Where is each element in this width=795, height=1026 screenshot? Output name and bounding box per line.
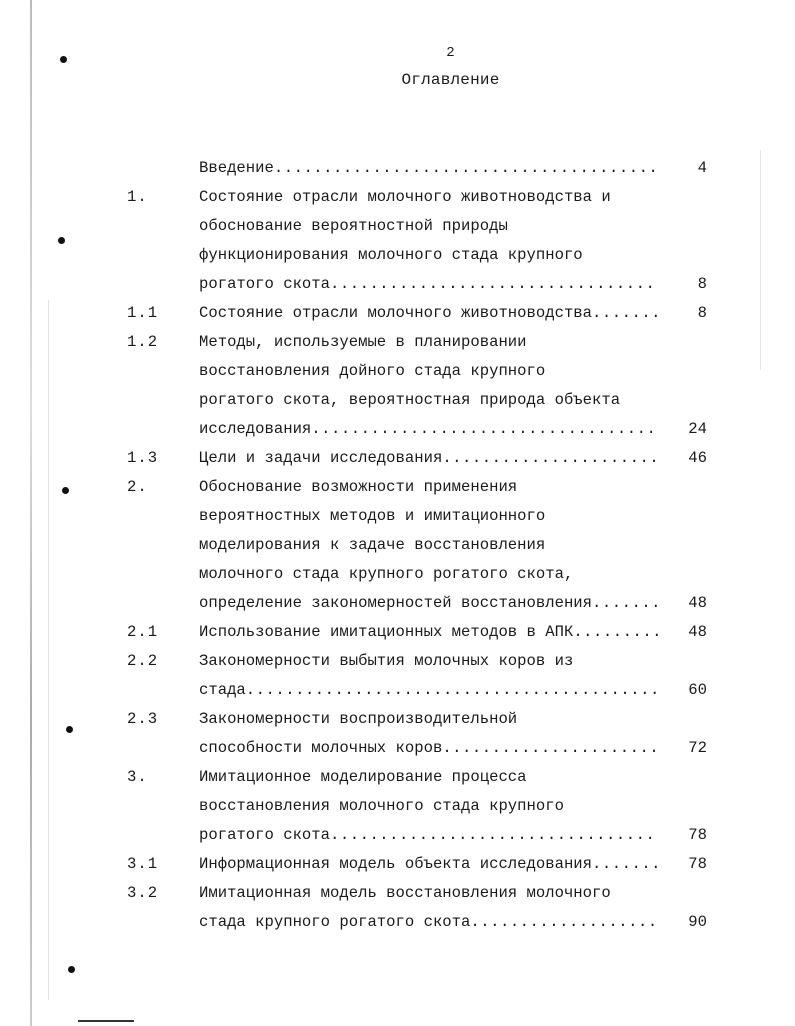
toc-line [0, 908, 795, 937]
toc-line [0, 183, 795, 212]
toc-page-number: 90 [688, 913, 707, 931]
toc-line [0, 705, 795, 734]
toc-dot-leader [311, 415, 659, 444]
toc-entry-number: 2. [127, 478, 148, 496]
toc-entry [0, 473, 795, 618]
toc-entry-number: 3.1 [127, 855, 159, 873]
toc-dot-leader [442, 734, 659, 763]
toc-page-number: 48 [688, 623, 707, 641]
toc-entry-title: стада [199, 681, 246, 699]
toc-line [0, 792, 795, 821]
toc-entry-number: 2.2 [127, 652, 159, 670]
toc-line [0, 763, 795, 792]
toc-line [0, 618, 795, 647]
toc-page-number: 4 [697, 159, 707, 177]
toc-entry-title: Имитационная модель восстановления молочного [199, 884, 611, 902]
toc-entry-title: молочного стада крупного рогатого скота, [199, 565, 574, 583]
binder-hole-mark [68, 966, 75, 973]
toc-entry-title: Обоснование возможности применения [199, 478, 518, 496]
toc-page-number: 78 [688, 826, 707, 844]
toc-entry-title: Использование имитационных методов в АПК [199, 623, 574, 641]
toc-dot-leader [246, 676, 659, 705]
toc-entry-title: восстановления молочного стада крупного [199, 797, 564, 815]
toc-entry-title: стада крупного рогатого скота [199, 913, 471, 931]
toc-entry-number: 1.1 [127, 304, 159, 322]
toc-line [0, 299, 795, 328]
toc-line [0, 473, 795, 502]
toc-dot-leader [592, 589, 659, 618]
toc-leader-line [199, 821, 659, 850]
toc-line [0, 734, 795, 763]
toc-line [0, 531, 795, 560]
page-number: 2 [446, 45, 455, 61]
toc-entry-number: 3. [127, 768, 148, 786]
toc-leader-line [199, 299, 659, 328]
toc-line [0, 270, 795, 299]
toc-entry [0, 444, 795, 473]
toc-entry [0, 705, 795, 763]
toc-line [0, 879, 795, 908]
toc-dot-leader [442, 444, 659, 473]
toc-leader-line [199, 270, 659, 299]
toc-line [0, 821, 795, 850]
toc-entry-title: определение закономерностей восстановления [199, 594, 593, 612]
toc-entry-title: Методы, используемые в планировании [199, 333, 527, 351]
toc-leader-line [199, 908, 659, 937]
toc-entry-title: восстановления дойного стада крупного [199, 362, 546, 380]
toc-dot-leader [470, 908, 659, 937]
toc-page-number: 8 [697, 275, 707, 293]
toc-entry-number: 2.3 [127, 710, 159, 728]
toc-entry [0, 647, 795, 705]
toc-page-number: 8 [697, 304, 707, 322]
toc-line [0, 444, 795, 473]
toc-entry-title: Цели и задачи исследования [199, 449, 443, 467]
toc-entry-number: 1.3 [127, 449, 159, 467]
toc-entry [0, 299, 795, 328]
toc-line [0, 415, 795, 444]
toc-leader-line [199, 415, 659, 444]
toc-leader-line [199, 734, 659, 763]
toc-line [0, 212, 795, 241]
toc-page-number: 72 [688, 739, 707, 757]
toc-dot-leader [330, 821, 659, 850]
toc-leader-line [199, 444, 659, 473]
toc-entry-title: вероятностных методов и имитационного [199, 507, 546, 525]
toc-entry [0, 763, 795, 850]
toc-entry-title: Информационная модель объекта исследования [199, 855, 593, 873]
toc-page-number: 46 [688, 449, 707, 467]
toc-entry-number: 1. [127, 188, 148, 206]
toc-entry-title: Имитационное моделирование процесса [199, 768, 527, 786]
toc-line [0, 647, 795, 676]
toc-entry [0, 618, 795, 647]
toc-leader-line [199, 850, 659, 879]
toc-dot-leader [592, 299, 659, 328]
toc-page-number: 78 [688, 855, 707, 873]
toc-page-number: 48 [688, 594, 707, 612]
toc-page-number: 60 [688, 681, 707, 699]
toc-line [0, 560, 795, 589]
toc-leader-line [199, 154, 659, 183]
toc-dot-leader [573, 618, 659, 647]
toc-line [0, 386, 795, 415]
toc-dot-leader [592, 850, 659, 879]
toc-entry-title: рогатого скота [199, 275, 331, 293]
scan-bottom-line [78, 1020, 134, 1022]
toc-line [0, 328, 795, 357]
toc-entry-title: Введение [199, 159, 274, 177]
toc-entry-title: исследования [199, 420, 312, 438]
toc-entry-title: Состояние отрасли молочного животноводства [199, 304, 593, 322]
toc-entry-title: Закономерности воспроизводительной [199, 710, 518, 728]
toc-line [0, 676, 795, 705]
toc-entry-title: обоснование вероятностной природы [199, 217, 508, 235]
toc-line [0, 241, 795, 270]
page-title: Оглавление [401, 71, 500, 89]
toc-leader-line [199, 589, 659, 618]
table-of-contents [0, 154, 795, 937]
toc-entry-title: функционирования молочного стада крупного [199, 246, 583, 264]
toc-entry [0, 879, 795, 937]
toc-entry-title: рогатого скота [199, 826, 331, 844]
toc-dot-leader [274, 154, 659, 183]
toc-entry-title: рогатого скота, вероятностная природа объекта [199, 391, 621, 409]
toc-entry-title: способности молочных коров [199, 739, 443, 757]
toc-entry [0, 154, 795, 183]
toc-entry-number: 3.2 [127, 884, 159, 902]
toc-entry-title: Закономерности выбытия молочных коров из [199, 652, 574, 670]
toc-leader-line [199, 676, 659, 705]
toc-entry-title: моделирования к задаче восстановления [199, 536, 546, 554]
toc-line [0, 589, 795, 618]
toc-entry-number: 2.1 [127, 623, 159, 641]
toc-page-number: 24 [688, 420, 707, 438]
toc-dot-leader [330, 270, 659, 299]
toc-leader-line [199, 618, 659, 647]
toc-line [0, 850, 795, 879]
toc-entry [0, 328, 795, 444]
toc-line [0, 154, 795, 183]
toc-entry [0, 850, 795, 879]
toc-entry-number: 1.2 [127, 333, 159, 351]
toc-entry-title: Состояние отрасли молочного животноводства и [199, 188, 611, 206]
toc-line [0, 357, 795, 386]
toc-line [0, 502, 795, 531]
toc-entry [0, 183, 795, 299]
